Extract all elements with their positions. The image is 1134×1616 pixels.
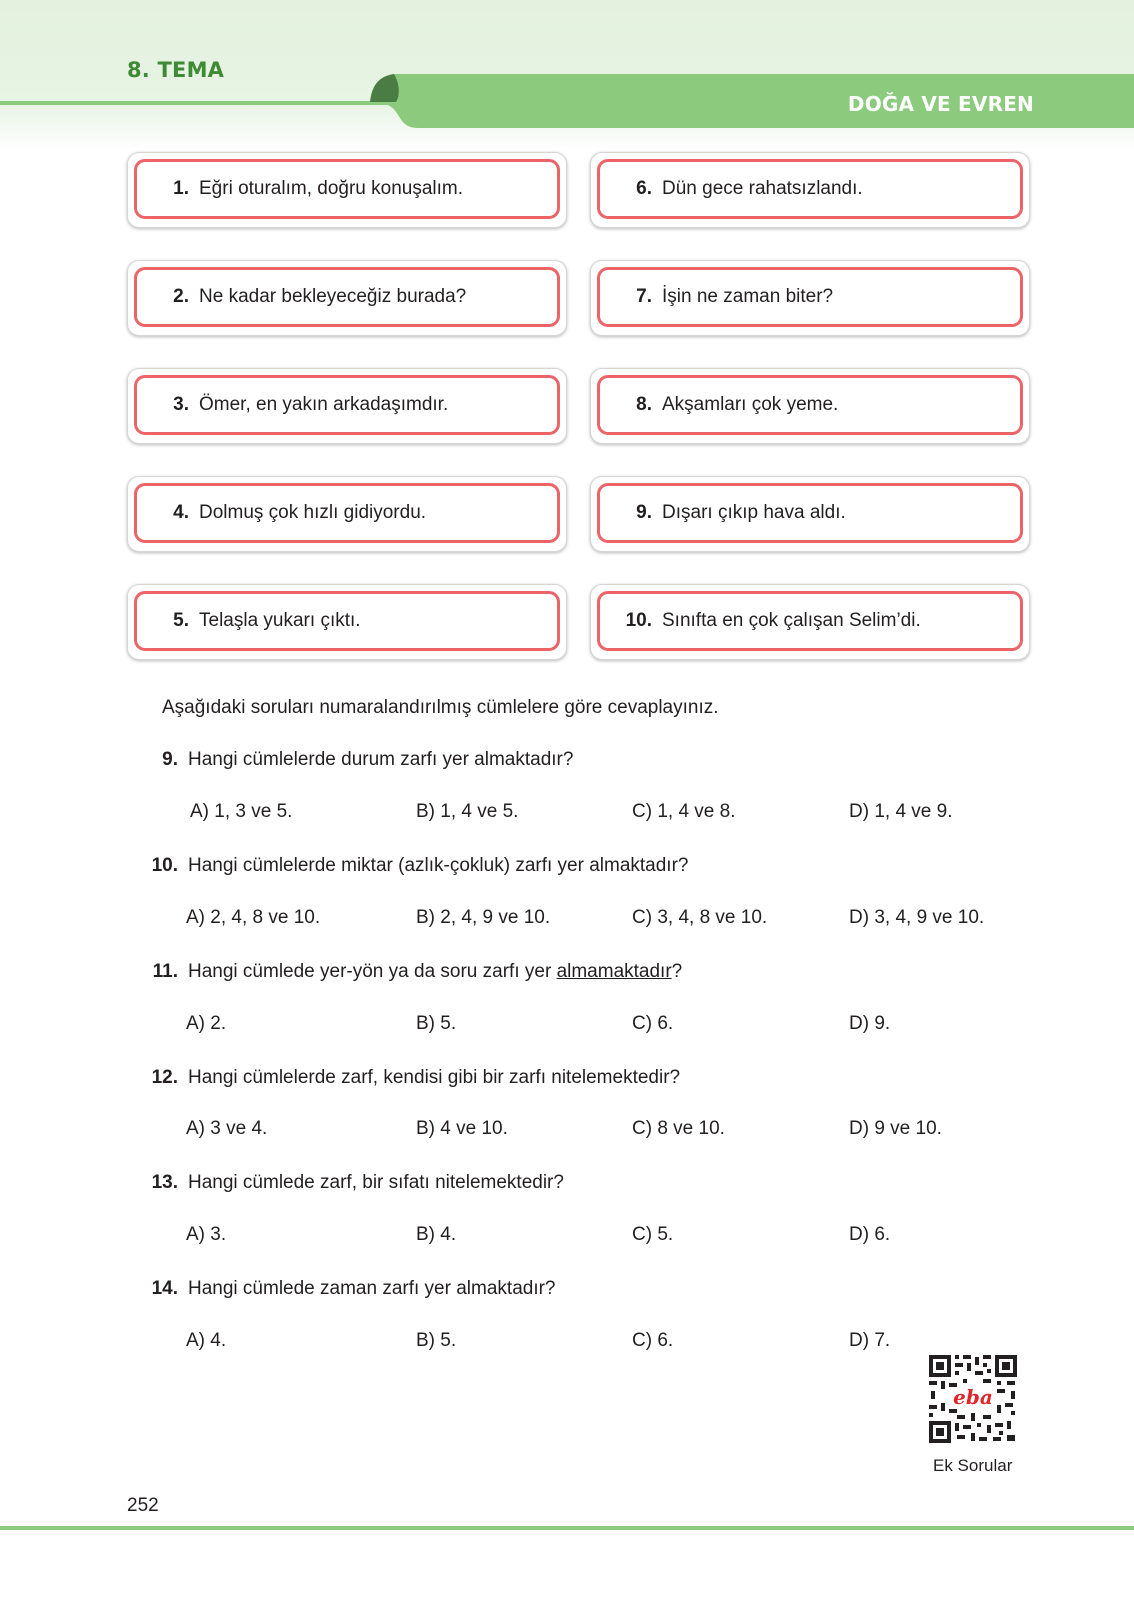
option-d[interactable]: D) 9 ve 10. [849, 1118, 942, 1139]
option-c[interactable]: C) 6. [632, 1330, 674, 1351]
question-number: 13. [151, 1172, 178, 1193]
option-c[interactable]: C) 3, 4, 8 ve 10. [632, 907, 768, 928]
sentence-card-6 [590, 152, 1030, 228]
question-text: Hangi cümlelerde zarf, kendisi gibi bir zarfı nitelemektedir? [188, 1067, 681, 1088]
instruction-text: Aşağıdaki soruları numaralandırılmış cümlelere göre cevaplayınız. [162, 697, 719, 718]
option-b[interactable]: B) 5. [416, 1013, 457, 1034]
option-c[interactable]: C) 5. [632, 1224, 674, 1245]
question-10 [130, 855, 730, 877]
sentence-number: 9. [636, 502, 652, 523]
question-number: 11. [152, 961, 178, 982]
sentence-text: Telaşla yukarı çıktı. [199, 610, 361, 631]
sentence-number: 1. [173, 178, 189, 199]
question-text: Hangi cümlede zarf, bir sıfatı nitelemektedir? [188, 1172, 564, 1193]
sentence-text: Ne kadar bekleyeceğiz burada? [199, 286, 467, 307]
sentence-card-2 [127, 260, 567, 336]
theme-label: 8. TEMA [127, 58, 225, 82]
sentence-number: 2. [173, 286, 189, 307]
eba-logo: eba [953, 1385, 993, 1409]
qr-caption: Ek Sorular [933, 1456, 1013, 1475]
footer-rule [0, 1526, 1134, 1530]
sentence-number: 4. [173, 502, 189, 523]
option-a[interactable]: A) 2, 4, 8 ve 10. [186, 907, 321, 928]
sentence-number: 6. [636, 178, 652, 199]
qr-code-icon[interactable] [927, 1353, 1019, 1445]
option-a[interactable]: A) 4. [186, 1330, 227, 1351]
option-b[interactable]: B) 4. [416, 1224, 457, 1245]
option-a[interactable]: A) 2. [186, 1013, 227, 1034]
sentence-card-3 [127, 368, 567, 444]
sentence-text: Ömer, en yakın arkadaşımdır. [199, 394, 449, 415]
sentence-card-5 [127, 584, 567, 660]
page-number: 252 [127, 1495, 159, 1516]
question-text: Hangi cümlelerde durum zarfı yer almaktadır? [188, 749, 574, 770]
option-d[interactable]: D) 1, 4 ve 9. [849, 801, 953, 822]
option-b[interactable]: B) 4 ve 10. [416, 1118, 508, 1139]
question-number: 14. [151, 1278, 178, 1299]
question-text-part: ? [671, 961, 683, 982]
option-d[interactable]: D) 9. [849, 1013, 891, 1034]
option-c[interactable]: C) 1, 4 ve 8. [632, 801, 736, 822]
sentence-text: Sınıfta en çok çalışan Selim’di. [662, 610, 921, 631]
question-text: Hangi cümlelerde miktar (azlık-çokluk) zarfı yer almaktadır? [188, 855, 689, 876]
question-text [188, 961, 682, 982]
option-a[interactable]: A) 3 ve 4. [186, 1118, 268, 1139]
sentence-card-9 [590, 476, 1030, 552]
sentence-card-4 [127, 476, 567, 552]
option-d[interactable]: D) 6. [849, 1224, 891, 1245]
option-b[interactable]: B) 5. [416, 1330, 457, 1351]
question-number: 12. [151, 1067, 178, 1088]
sentence-card-8 [590, 368, 1030, 444]
option-d[interactable]: D) 7. [849, 1330, 891, 1351]
sentence-text: İşin ne zaman biter? [662, 286, 834, 307]
sentence-text: Dolmuş çok hızlı gidiyordu. [199, 502, 427, 523]
question-text-part: Hangi cümlede yer-yön ya da soru zarfı yer [188, 961, 557, 982]
question-11 [130, 961, 730, 983]
question-13 [130, 1172, 730, 1194]
sentence-number: 5. [173, 610, 189, 631]
question-12 [130, 1067, 730, 1089]
question-9 [130, 749, 730, 771]
header-rule [0, 101, 390, 105]
option-c[interactable]: C) 6. [632, 1013, 674, 1034]
option-b[interactable]: B) 1, 4 ve 5. [416, 801, 519, 822]
question-number: 9. [162, 749, 178, 770]
option-a[interactable]: A) 1, 3 ve 5. [190, 801, 293, 822]
question-14 [130, 1278, 730, 1300]
sentence-text: Dün gece rahatsızlandı. [662, 178, 863, 199]
option-a[interactable]: A) 3. [186, 1224, 227, 1245]
sentence-number: 7. [636, 286, 652, 307]
sentence-card-10 [590, 584, 1030, 660]
sentence-number: 10. [625, 610, 652, 631]
sentence-number: 8. [636, 394, 652, 415]
sentence-text: Akşamları çok yeme. [662, 394, 839, 415]
question-number: 10. [151, 855, 178, 876]
option-d[interactable]: D) 3, 4, 9 ve 10. [849, 907, 985, 928]
option-b[interactable]: B) 2, 4, 9 ve 10. [416, 907, 551, 928]
sentence-number: 3. [173, 394, 189, 415]
option-c[interactable]: C) 8 ve 10. [632, 1118, 725, 1139]
sentence-text: Dışarı çıkıp hava aldı. [662, 502, 846, 523]
sentence-card-1 [127, 152, 567, 228]
question-text: Hangi cümlede zaman zarfı yer almaktadır? [188, 1278, 556, 1299]
sentence-card-7 [590, 260, 1030, 336]
section-title: DOĞA VE EVREN [847, 92, 1034, 116]
sentence-text: Eğri oturalım, doğru konuşalım. [199, 178, 464, 199]
question-text-underlined: almamaktadır [556, 961, 672, 982]
